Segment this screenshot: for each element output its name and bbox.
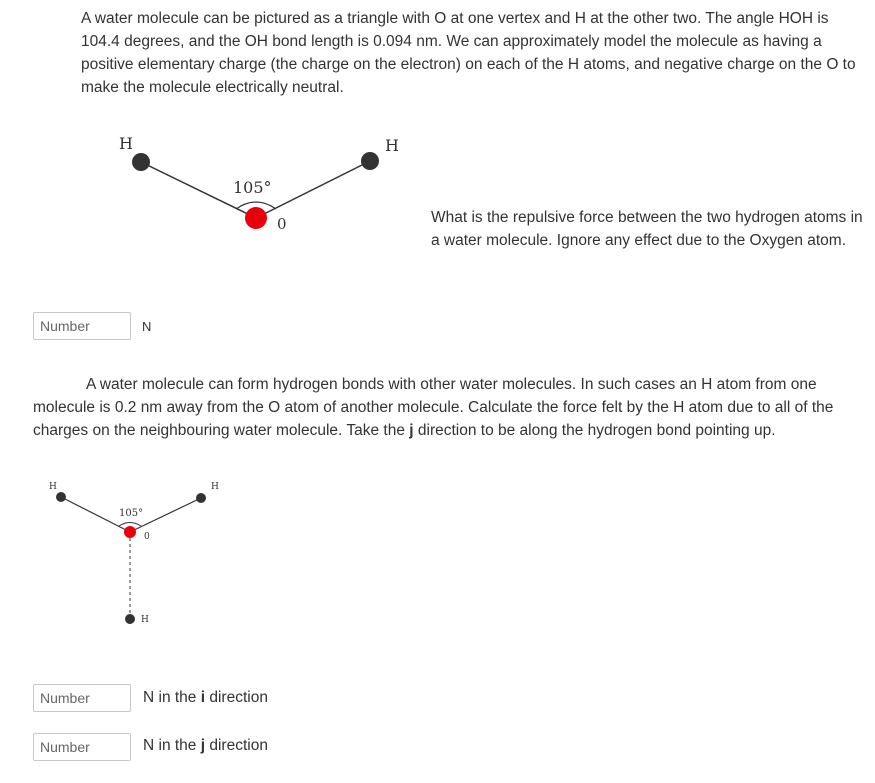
hydrogen-atom-left <box>132 153 150 171</box>
unit-label-3 <box>143 737 268 755</box>
hydrogen-bond-diagram <box>40 475 240 635</box>
unit-label-1: N <box>142 319 152 334</box>
hydrogen-bond-paragraph <box>33 373 868 442</box>
intro-paragraph: A water molecule can be pictured as a triangle with O at one vertex and H at the other two. The angle HOH is 104.4 degrees, and the OH bond length is 0.094 nm. We can approximately model the molecule as having a positive elementary charge (the charge on the electron) on each of the H atoms, and negative charge on the O to make the molecule electrically neutral. <box>81 10 856 96</box>
water-molecule-diagram <box>100 125 410 245</box>
h-left-label-2: H <box>49 482 57 492</box>
answer-input-3[interactable] <box>33 733 131 761</box>
angle-arc-2 <box>119 523 141 527</box>
answer-input-2[interactable] <box>33 684 131 712</box>
hydrogen-atom-right-2 <box>196 493 206 503</box>
h-right-label-2: H <box>211 482 219 492</box>
unit-prefix-2: N in the <box>143 689 201 706</box>
part2-bold: j <box>409 422 414 439</box>
unit-label-2 <box>143 689 268 707</box>
h-bottom-label: H <box>141 615 149 625</box>
oxygen-atom-2 <box>124 526 136 538</box>
unit-suffix-2: direction <box>205 689 268 706</box>
hydrogen-atom-bottom <box>125 614 135 624</box>
question-repulsive-force: What is the repulsive force between the two hydrogen atoms in a water molecule. Ignore any effect due to the Oxygen atom. <box>431 209 863 249</box>
h-right-label: H <box>385 136 399 155</box>
part2-tail: direction to be along the hydrogen bond pointing up. <box>413 422 776 439</box>
part2-text: A water molecule can form hydrogen bonds with other water molecules. In such cases an H atom from one molecule is 0.2 nm away from the O atom of another molecule. Calculate the force felt by the H atom due to all of the charges on the neighbouring water molecule. Take the <box>33 376 834 439</box>
hydrogen-atom-right <box>361 152 379 170</box>
o-label-2: 0 <box>144 532 150 542</box>
angle-label: 105° <box>233 178 272 197</box>
hydrogen-atom-left-2 <box>56 492 66 502</box>
oh-bond-right <box>256 161 370 218</box>
h-left-label: H <box>119 134 133 153</box>
oxygen-atom <box>245 207 267 229</box>
angle-label-2: 105° <box>119 508 144 519</box>
unit-bold-3: j <box>200 737 206 754</box>
unit-prefix-3: N in the <box>143 737 201 754</box>
o-label: 0 <box>277 215 287 233</box>
answer-input-1[interactable] <box>33 312 131 340</box>
unit-suffix-3: direction <box>205 737 268 754</box>
unit-bold-2: i <box>200 689 206 706</box>
